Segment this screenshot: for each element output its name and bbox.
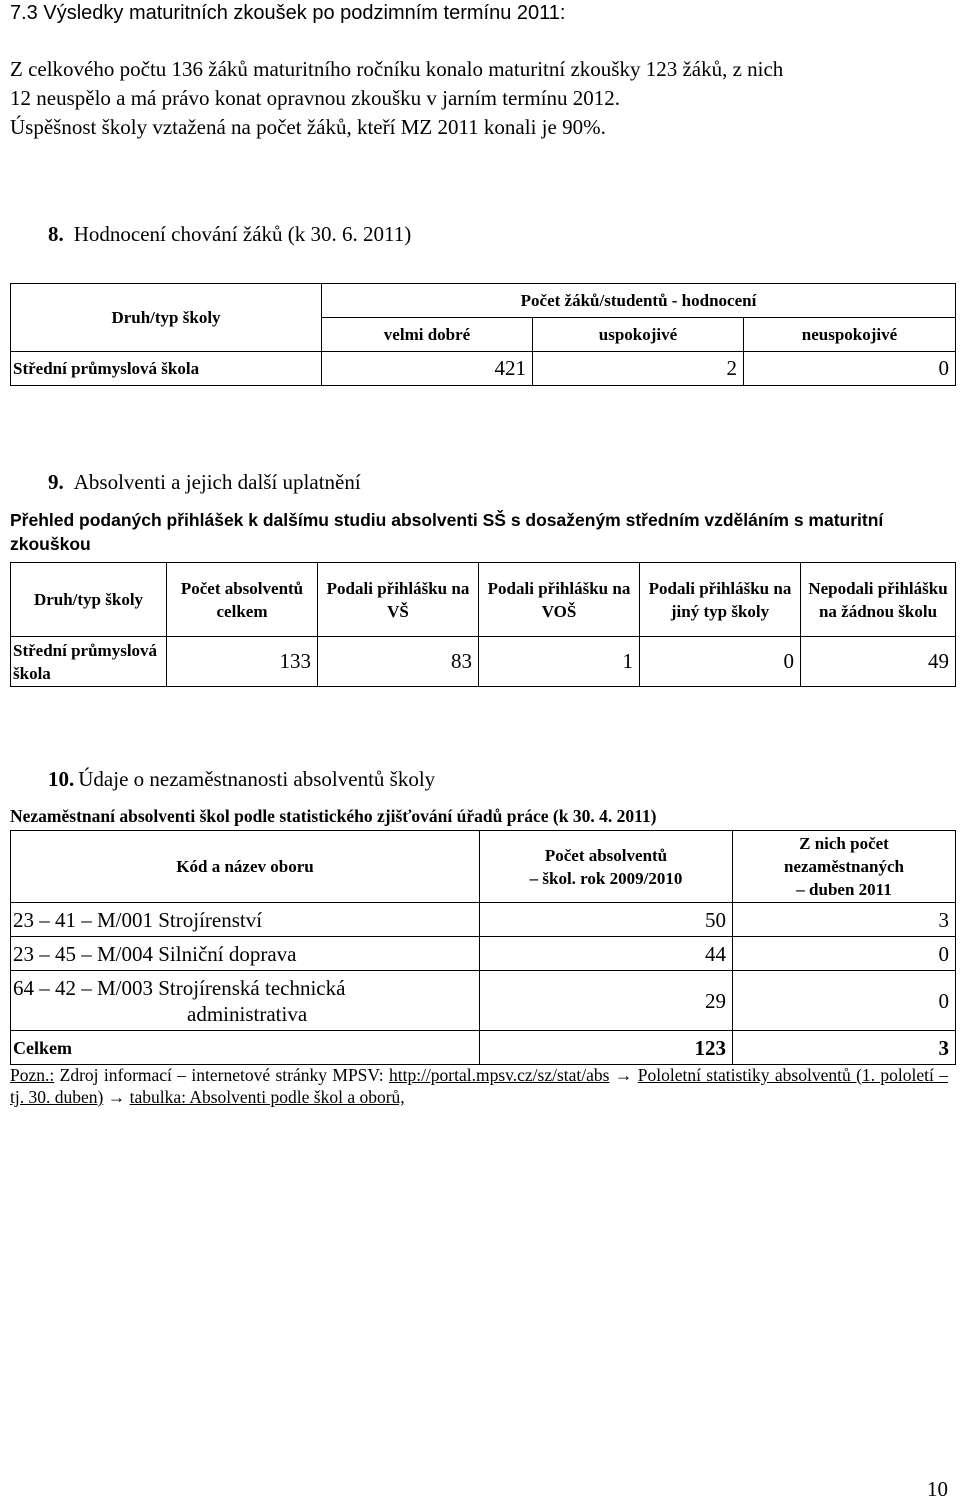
- source-note: [10, 1064, 948, 1108]
- table-row: [11, 903, 956, 937]
- col-school-type: Druh/typ školy: [11, 563, 167, 637]
- col-satisfactory: uspokojivé: [533, 318, 744, 352]
- row-label-line: 64 – 42 – M/003 Strojírenská technická: [13, 975, 346, 1000]
- paragraph-line: 12 neuspělo a má právo konat opravnou zkoušku v jarním termínu 2012.: [10, 86, 621, 110]
- section-7-3-heading: 7.3 Výsledky maturitních zkoušek po podzimním termínu 2011:: [10, 2, 566, 24]
- row-label: Střední průmyslová škola: [11, 352, 322, 386]
- col-unsatisfactory: neuspokojivé: [744, 318, 956, 352]
- cell-value: 0: [744, 352, 956, 386]
- header-line: – duben 2011: [796, 880, 892, 899]
- cell-value: 0: [733, 971, 956, 1031]
- table-row: [11, 352, 956, 386]
- section-title: Absolventi a jejich další uplatnění: [73, 470, 361, 494]
- table-row: [11, 637, 956, 687]
- table-row: [11, 971, 956, 1031]
- note-text: Zdroj informací – internetové stránky MPSV:: [54, 1065, 389, 1085]
- unemployment-table: [10, 830, 956, 1065]
- group-header: Počet žáků/studentů - hodnocení: [322, 284, 956, 318]
- header-line: Z nich počet: [799, 834, 889, 853]
- col-unemployed: [733, 831, 956, 903]
- paragraph-line: Úspěšnost školy vztažená na počet žáků, kteří MZ 2011 konali je 90%.: [10, 115, 606, 139]
- row-label: 23 – 45 – M/004 Silniční doprava: [11, 937, 480, 971]
- section-9-heading: [48, 470, 361, 495]
- header-line: Počet absolventů: [544, 845, 668, 865]
- col-total-graduates: Počet absolventů celkem: [167, 563, 318, 637]
- cell-value: 421: [322, 352, 533, 386]
- cell-value: 0: [733, 937, 956, 971]
- note-part2: Pololetní statistiky absolventů (1. pololetí – tj. 30. duben): [10, 1065, 948, 1107]
- cell-value: 2: [533, 352, 744, 386]
- col-very-good: velmi dobré: [322, 318, 533, 352]
- row-label: [11, 971, 480, 1031]
- section-number: 10.: [48, 767, 75, 791]
- col-school-type: Druh/typ školy: [11, 284, 322, 352]
- cell-value: 49: [801, 637, 956, 687]
- col-applied-vos: Podali přihlášku na VOŠ: [479, 563, 640, 637]
- col-field: Kód a název oboru: [11, 831, 480, 903]
- section-8-heading: [48, 222, 411, 247]
- total-row: [11, 1031, 956, 1065]
- note-prefix: Pozn.:: [10, 1065, 55, 1085]
- header-line: nezaměstnaných: [784, 857, 904, 876]
- section-9-subtitle: Přehled podaných přihlášek k dalšímu studiu absolventi SŠ s dosaženým středním vzděláním s maturitní zkouškou: [10, 510, 884, 554]
- table-row: [11, 937, 956, 971]
- cell-value: 0: [640, 637, 801, 687]
- note-part3: tabulka: Absolventi podle škol a oborů,: [129, 1087, 405, 1107]
- arrow-icon: →: [103, 1087, 130, 1107]
- cell-value: 1: [479, 637, 640, 687]
- cell-value: 44: [480, 937, 733, 971]
- col-not-applied: Nepodali přihlášku na žádnou školu: [801, 563, 956, 637]
- paragraph-line: Z celkového počtu 136 žáků maturitního ročníku konalo maturitní zkoušky 123 žáků, z nich: [10, 57, 784, 81]
- section-10-subtitle: Nezaměstnaní absolventi škol podle statistického zjišťování úřadů práce (k 30. 4. 2011): [10, 806, 657, 826]
- behavior-table: [10, 283, 956, 386]
- row-label: Střední průmyslová škola: [11, 637, 167, 687]
- cell-value: 83: [318, 637, 479, 687]
- cell-value: 3: [733, 1031, 956, 1065]
- section-10-heading: [48, 767, 435, 792]
- cell-value: 3: [733, 903, 956, 937]
- mpsv-link[interactable]: http://portal.mpsv.cz/sz/stat/abs: [388, 1065, 610, 1085]
- header-line: – škol. rok 2009/2010: [529, 868, 683, 888]
- cell-value: 29: [480, 971, 733, 1031]
- row-label-line: administrativa: [187, 1001, 308, 1026]
- arrow-icon: →: [609, 1065, 638, 1085]
- col-applied-university: Podali přihlášku na VŠ: [318, 563, 479, 637]
- section-number: 9.: [48, 470, 64, 494]
- graduates-table: [10, 562, 956, 687]
- cell-value: 50: [480, 903, 733, 937]
- page-number: 10: [927, 1477, 948, 1501]
- row-label: 23 – 41 – M/001 Strojírenství: [11, 903, 480, 937]
- section-7-3-paragraph: [10, 55, 950, 142]
- row-label: Celkem: [11, 1031, 480, 1065]
- section-title: Hodnocení chování žáků (k 30. 6. 2011): [73, 222, 412, 246]
- col-graduates: [480, 831, 733, 903]
- section-title: Údaje o nezaměstnanosti absolventů školy: [78, 767, 436, 791]
- cell-value: 123: [480, 1031, 733, 1065]
- col-applied-other: Podali přihlášku na jiný typ školy: [640, 563, 801, 637]
- section-number: 8.: [48, 222, 64, 246]
- cell-value: 133: [167, 637, 318, 687]
